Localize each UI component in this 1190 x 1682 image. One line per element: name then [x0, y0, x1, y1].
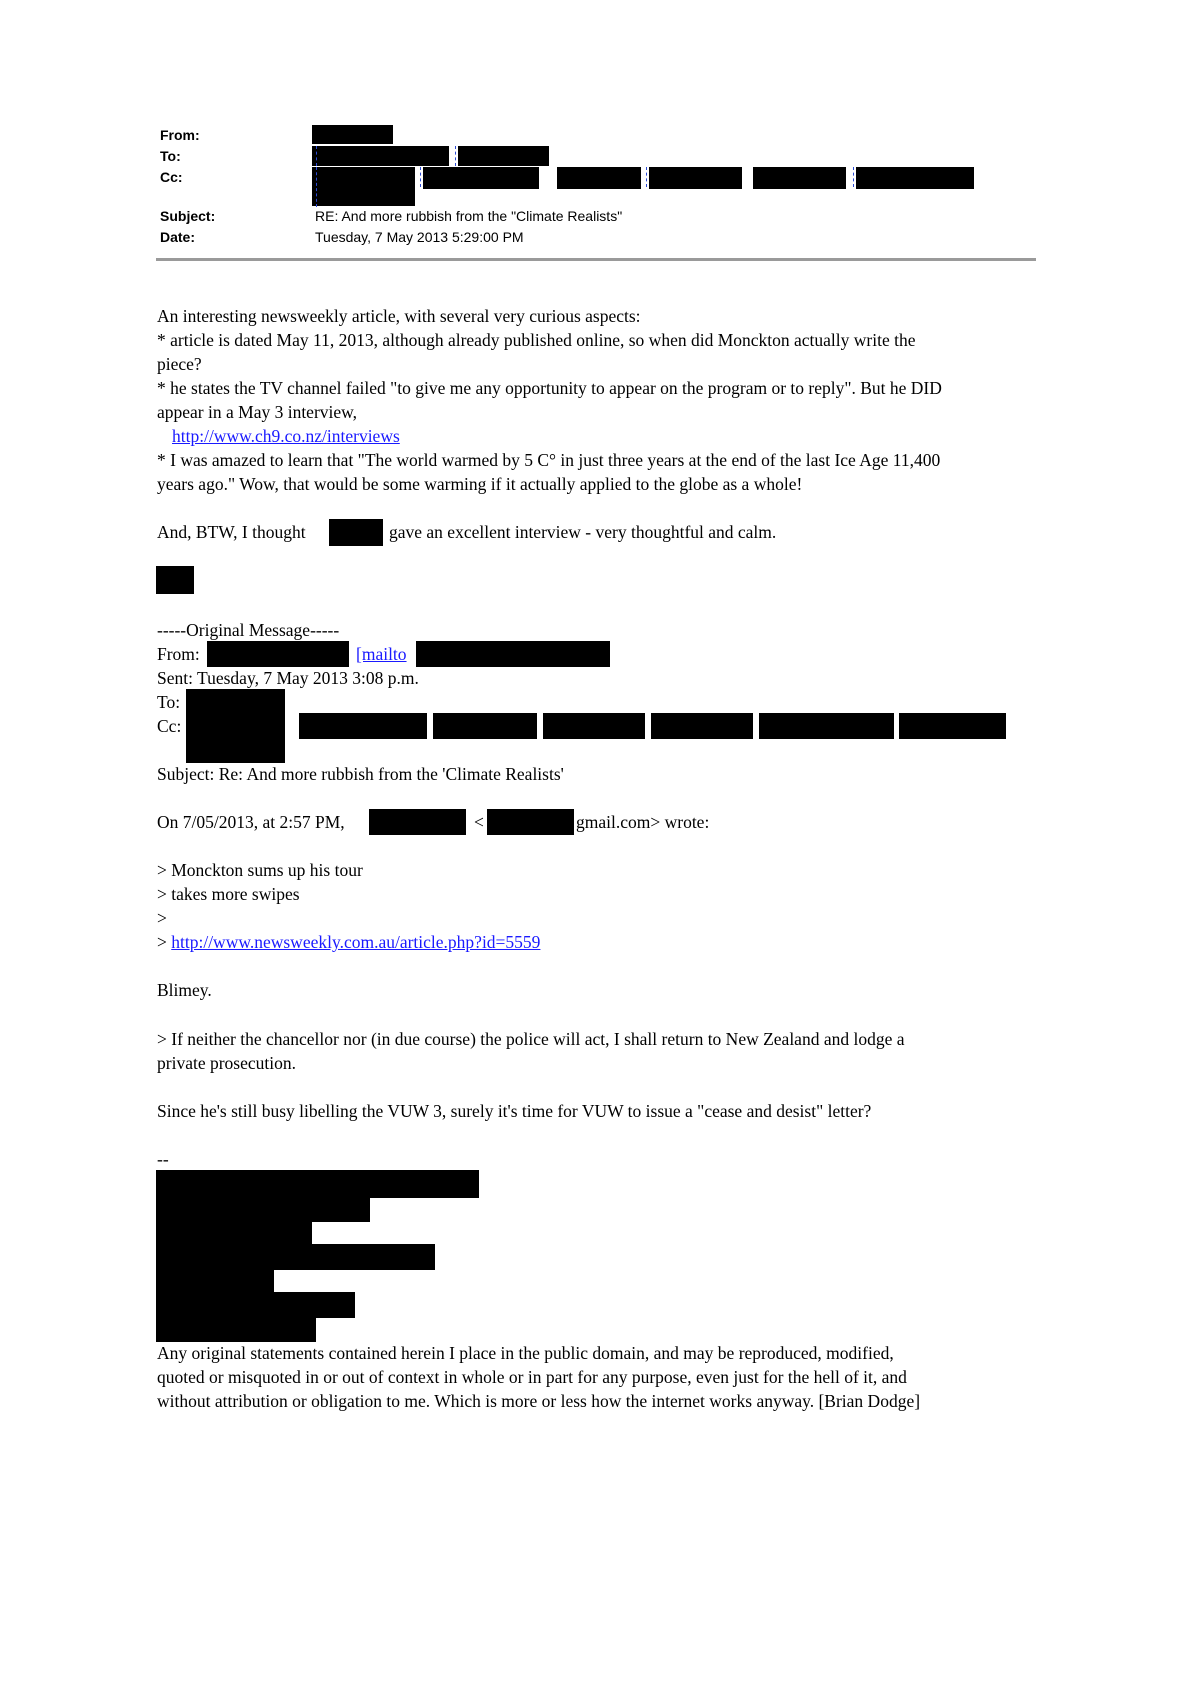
reply-line: * he states the TV channel failed "to give me any opportunity to appear on the program or to reply". But he DID	[157, 378, 942, 398]
redacted-signature-line	[156, 1270, 274, 1292]
redacted-to-1	[312, 146, 449, 166]
disclaimer-line: without attribution or obligation to me. Which is more or less how the internet works anyway. [Brian Dodge]	[157, 1391, 921, 1411]
redacted-cc-4	[649, 167, 742, 189]
redacted-sender-email	[487, 809, 574, 835]
redacted-name	[329, 519, 383, 546]
redacted-cc-6	[856, 167, 974, 189]
date-value: Tuesday, 7 May 2013 5:29:00 PM	[315, 229, 524, 245]
dashed-link-marker	[853, 167, 854, 187]
subject-value: RE: And more rubbish from the "Climate Realists"	[315, 208, 623, 224]
redacted-orig-cc-2	[299, 713, 427, 739]
on-date-wrote-end: gmail.com> wrote:	[576, 812, 710, 832]
btw-text-start: And, BTW, I thought	[157, 522, 306, 542]
redacted-orig-from	[207, 641, 349, 667]
signature-separator: --	[157, 1149, 169, 1169]
newsweekly-article-link[interactable]: http://www.newsweekly.com.au/article.php?id=5559	[171, 932, 541, 952]
orig-sent: Sent: Tuesday, 7 May 2013 3:08 p.m.	[157, 668, 419, 688]
dashed-link-marker	[316, 167, 317, 207]
redacted-cc-3	[557, 167, 641, 189]
orig-from-label: From:	[157, 644, 200, 664]
cc-label: Cc:	[160, 169, 183, 185]
date-label: Date:	[160, 229, 196, 245]
redacted-from	[312, 125, 393, 144]
redacted-orig-cc-6	[759, 713, 894, 739]
redacted-cc-2	[423, 167, 539, 189]
dashed-link-marker	[455, 146, 456, 166]
dashed-link-marker	[316, 146, 317, 166]
angle-bracket: <	[474, 812, 484, 832]
subject-label: Subject:	[160, 208, 216, 224]
redacted-cc-1	[312, 167, 415, 206]
redacted-signature-line	[156, 1318, 316, 1342]
mailto-link[interactable]: [mailto	[356, 644, 407, 664]
to-label: To:	[160, 148, 181, 164]
original-message-separator: -----Original Message-----	[157, 620, 340, 640]
since-text: Since he's still busy libelling the VUW 3, surely it's time for VUW to issue a "cease and desist" letter?	[157, 1101, 872, 1121]
on-date-wrote-start: On 7/05/2013, at 2:57 PM,	[157, 812, 345, 832]
header-divider	[156, 258, 1036, 261]
redacted-mailto-address	[416, 641, 610, 667]
quoted-line: >	[157, 908, 167, 928]
redacted-signature-line	[156, 1198, 370, 1222]
reply-line: appear in a May 3 interview,	[157, 402, 358, 422]
redacted-orig-cc-4	[543, 713, 645, 739]
redacted-to-2	[458, 146, 549, 166]
orig-to-label: To:	[157, 692, 181, 712]
redacted-orig-cc-1	[186, 713, 285, 763]
reply-line: * article is dated May 11, 2013, although already published online, so when did Monckton actually write the	[157, 330, 916, 350]
quote-prefix: >	[157, 932, 172, 952]
redacted-signature-line	[156, 1292, 355, 1318]
orig-subject: Subject: Re: And more rubbish from the 'Climate Realists'	[157, 764, 564, 784]
quoted-line: > takes more swipes	[157, 884, 300, 904]
redacted-cc-5	[753, 167, 846, 189]
ch9-interviews-link[interactable]: http://www.ch9.co.nz/interviews	[172, 426, 400, 446]
disclaimer-line: quoted or misquoted in or out of context in whole or in part for any purpose, even just for the hell of it, and	[157, 1367, 907, 1387]
redacted-orig-to	[186, 689, 285, 715]
redacted-orig-cc-3	[433, 713, 537, 739]
blimey-text: Blimey.	[157, 980, 212, 1000]
redacted-orig-cc-5	[651, 713, 753, 739]
reply-line: years ago." Wow, that would be some warming if it actually applied to the globe as a whole!	[157, 474, 803, 494]
redacted-sender-name	[369, 809, 466, 835]
redacted-orig-cc-7	[899, 713, 1006, 739]
quoted-line: > If neither the chancellor nor (in due course) the police will act, I shall return to New Zealand and lodge a	[157, 1029, 905, 1049]
disclaimer-line: Any original statements contained herein I place in the public domain, and may be reproduced, modified,	[157, 1343, 894, 1363]
dashed-link-marker	[420, 167, 421, 187]
redacted-signature-initials	[156, 566, 194, 594]
redacted-signature-line	[156, 1170, 479, 1198]
orig-cc-label: Cc:	[157, 716, 182, 736]
redacted-signature-line	[156, 1244, 435, 1270]
redacted-signature-line	[156, 1222, 312, 1244]
dashed-link-marker	[646, 167, 647, 187]
reply-line: * I was amazed to learn that "The world warmed by 5 C° in just three years at the end of the last Ice Age 11,400	[157, 450, 941, 470]
quoted-line: private prosecution.	[157, 1053, 296, 1073]
reply-line: piece?	[157, 354, 202, 374]
btw-text-end: gave an excellent interview - very thoughtful and calm.	[389, 522, 777, 542]
from-label: From:	[160, 127, 200, 143]
reply-line: An interesting newsweekly article, with several very curious aspects:	[157, 306, 641, 326]
quoted-line: > Monckton sums up his tour	[157, 860, 363, 880]
